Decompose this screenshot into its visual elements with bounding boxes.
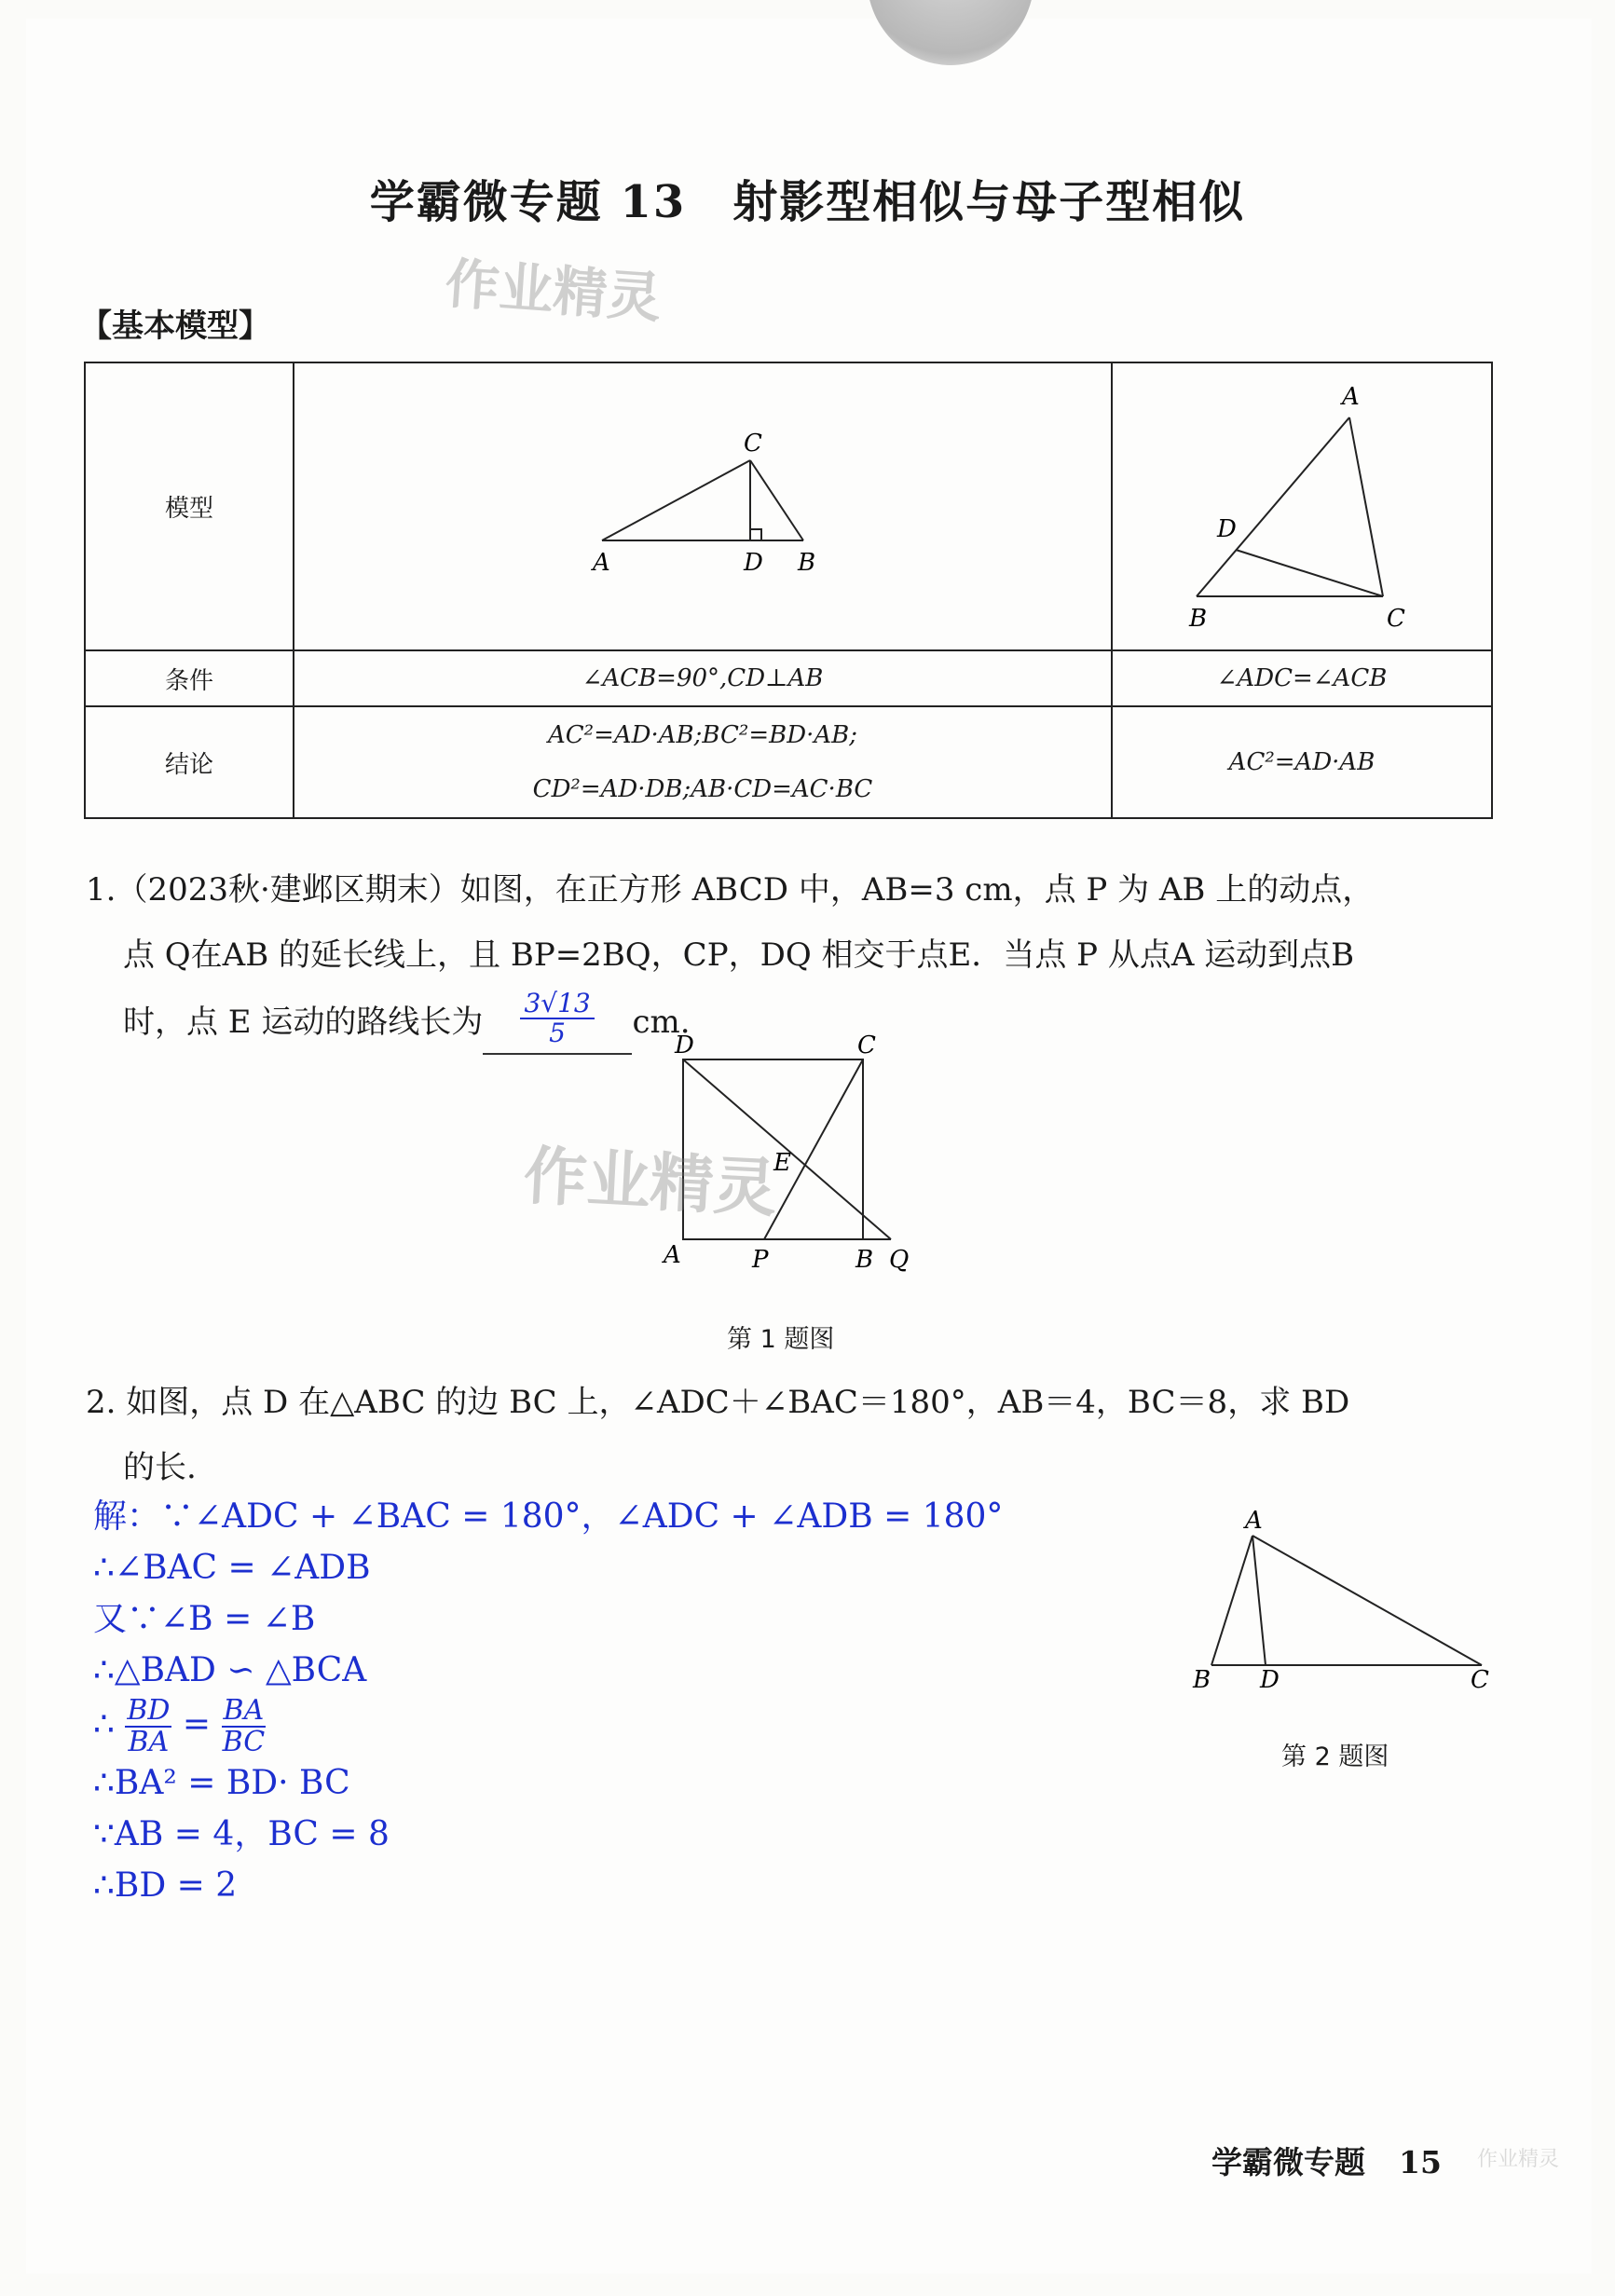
answer-numerator: 3√13 bbox=[520, 990, 594, 1019]
solution-line-fraction bbox=[93, 1696, 1003, 1757]
point-label-E: E bbox=[773, 1149, 791, 1177]
model-table bbox=[84, 362, 1493, 819]
section-label: 【基本模型】 bbox=[80, 308, 270, 345]
solution-line: 又∵∠B = ∠B bbox=[93, 1600, 316, 1638]
point-label-C: C bbox=[857, 1032, 876, 1059]
q1-line3-text: 时，点 E 运动的路线长为 bbox=[123, 1004, 484, 1041]
conclusion-1-line2: CD²=AD·DB;AB·CD=AC·BC bbox=[532, 775, 873, 803]
model-figure-right-triangle bbox=[294, 362, 1112, 650]
answer-denominator: 5 bbox=[549, 1018, 566, 1048]
point-label-B: B bbox=[1189, 605, 1208, 633]
watermark: 作业精灵 bbox=[521, 1139, 779, 1227]
condition-1: ∠ACB=90°,CD⊥AB bbox=[294, 650, 1112, 706]
fraction-numerator: BD bbox=[127, 1694, 171, 1727]
row-label-model: 模型 bbox=[85, 362, 294, 650]
point-label-A: A bbox=[1245, 1507, 1263, 1535]
page-number: 15 bbox=[1399, 2144, 1442, 2180]
solution-line: ∴BD = 2 bbox=[93, 1866, 238, 1905]
solution-line: ∴△BAD ∽ △BCA bbox=[93, 1651, 367, 1689]
point-label-Q: Q bbox=[889, 1246, 910, 1274]
point-label-D: D bbox=[1260, 1666, 1280, 1691]
fraction-denominator: BC bbox=[222, 1726, 266, 1758]
footer-watermark: 作业精灵 bbox=[1477, 2148, 1560, 2171]
q1-caption: 第 1 题图 bbox=[727, 1325, 835, 1354]
point-label-P: P bbox=[752, 1246, 769, 1274]
point-label-A: A bbox=[593, 549, 610, 577]
question-2 bbox=[86, 1370, 1502, 1500]
q2-solution bbox=[93, 1491, 1003, 1911]
fraction-ba-bc bbox=[222, 1696, 267, 1757]
point-label-C: C bbox=[1387, 605, 1405, 633]
q1-unit: cm. bbox=[632, 1004, 691, 1041]
solution-line: ∴BA² = BD· BC bbox=[93, 1764, 350, 1802]
therefore-symbol: ∴ bbox=[93, 1705, 115, 1743]
conclusion-2: AC²=AD·AB bbox=[1112, 706, 1492, 818]
point-label-A: A bbox=[1342, 383, 1360, 411]
conclusion-1 bbox=[294, 706, 1112, 818]
model-figure-mother-child bbox=[1112, 362, 1492, 650]
point-label-B: B bbox=[1193, 1666, 1211, 1691]
point-label-B: B bbox=[798, 549, 816, 577]
q2-caption: 第 2 题图 bbox=[1281, 1742, 1389, 1771]
equals-sign: = bbox=[182, 1705, 212, 1743]
page-title: 学霸微专题 13 射影型相似与母子型相似 bbox=[369, 176, 1246, 228]
point-label-C: C bbox=[744, 430, 762, 458]
point-label-D: D bbox=[1217, 515, 1237, 543]
q1-line2: 点 Q在AB 的延长线上，且 BP=2BQ，CP，DQ 相交于点E．当点 P 从点A 运动到点B bbox=[123, 936, 1355, 974]
q2-line1: 2. 如图，点 D 在△ABC 的边 BC 上，∠ADC＋∠BAC＝180°，AB＝4，BC＝8，求 BD bbox=[86, 1384, 1350, 1421]
q2-line2: 的长. bbox=[123, 1449, 197, 1486]
solution-line: 解：∵∠ADC + ∠BAC = 180°，∠ADC + ∠ADB = 180° bbox=[93, 1497, 1004, 1536]
page-footer bbox=[1211, 2139, 1442, 2182]
watermark: 作业精灵 bbox=[443, 251, 664, 330]
point-label-D: D bbox=[675, 1032, 694, 1059]
fraction-numerator: BA bbox=[223, 1694, 265, 1727]
row-label-condition: 条件 bbox=[85, 650, 294, 706]
fraction-denominator: BA bbox=[128, 1726, 170, 1758]
q2-figure bbox=[1184, 1505, 1500, 1691]
footer-label: 学霸微专题 bbox=[1211, 2144, 1365, 2180]
conclusion-1-line1: AC²=AD·AB;BC²=BD·AB; bbox=[548, 721, 857, 749]
fraction-bd-ba bbox=[125, 1696, 171, 1757]
solution-line: ∵AB = 4，BC = 8 bbox=[93, 1815, 390, 1853]
answer-blank bbox=[483, 988, 632, 1055]
point-label-D: D bbox=[744, 549, 763, 577]
condition-2: ∠ADC=∠ACB bbox=[1112, 650, 1492, 706]
point-label-C: C bbox=[1471, 1666, 1489, 1691]
solution-line: ∴∠BAC = ∠ADB bbox=[93, 1549, 371, 1587]
point-label-B: B bbox=[855, 1246, 874, 1274]
row-label-conclusion: 结论 bbox=[85, 706, 294, 818]
answer-fraction bbox=[520, 990, 594, 1047]
q1-line1: 1.（2023秋·建邺区期末）如图，在正方形 ABCD 中，AB=3 cm，点 P 为 AB 上的动点， bbox=[86, 871, 1375, 909]
point-label-A: A bbox=[664, 1241, 681, 1269]
